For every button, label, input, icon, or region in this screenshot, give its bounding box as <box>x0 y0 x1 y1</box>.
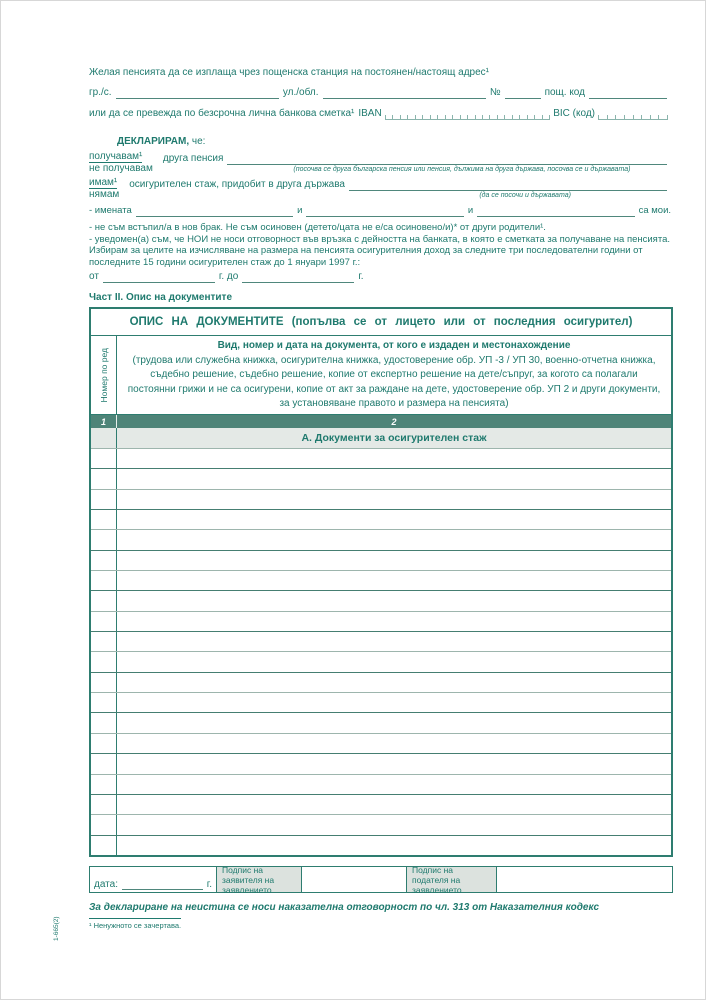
row-number-cell[interactable] <box>91 449 117 468</box>
number-label: № <box>489 87 501 98</box>
table-header-row <box>91 336 671 415</box>
period-end-label: г. <box>358 271 364 282</box>
row-document-cell[interactable] <box>117 490 671 509</box>
table-row <box>91 611 671 631</box>
row-number-cell[interactable] <box>91 490 117 509</box>
comb-cell <box>489 115 496 120</box>
comb-cell <box>542 115 550 120</box>
payment-method-intro: Желая пенсията да се изплаща чрез пощенска станция на постоянен/настоящ адрес¹ <box>89 67 489 78</box>
row-document-cell[interactable] <box>117 652 671 671</box>
bic-field[interactable] <box>598 109 668 120</box>
comb-cell <box>641 115 650 120</box>
row-document-cell[interactable] <box>117 632 671 651</box>
period-row <box>89 271 419 283</box>
row-document-cell[interactable] <box>117 754 671 773</box>
row-document-cell[interactable] <box>117 836 671 855</box>
table-row <box>91 590 671 610</box>
not-receive-option[interactable]: не получавам <box>89 163 153 174</box>
documents-table <box>89 307 673 857</box>
submitter-signature-field[interactable] <box>497 867 672 892</box>
table-row <box>91 835 671 855</box>
row-number-cell[interactable] <box>91 815 117 834</box>
row-number-cell[interactable] <box>91 571 117 590</box>
comb-cell <box>624 115 633 120</box>
row-document-cell[interactable] <box>117 815 671 834</box>
row-number-cell[interactable] <box>91 530 117 549</box>
date-field[interactable] <box>122 879 203 890</box>
row-document-cell[interactable] <box>117 713 671 732</box>
col2-header-detail: (трудова или служебна книжка, осигурителна книжка, удостоверение обр. УП -3 / УП 30, военно-отчетна книжка, съдебно решение, съдебно решение, копие от експертно решение на дете/съпруг, за когото са полагали постоянни грижи и не са осигурени, копие от акт за раждане на дете, удостоверение обр. УП 2 и други документи, за установяване правото и размера на пенсията) <box>127 354 661 409</box>
section-a-row <box>91 428 671 448</box>
receive-option[interactable]: получавам¹ <box>89 151 143 162</box>
foreign-service-caption: (да се посочи и държавата) <box>479 192 571 199</box>
postcode-field[interactable] <box>589 88 667 99</box>
comb-cell <box>497 115 504 120</box>
table-row <box>91 712 671 732</box>
comb-cell <box>527 115 534 120</box>
row-document-cell[interactable] <box>117 673 671 692</box>
other-pension-label: друга пенсия <box>162 153 224 164</box>
address-row <box>89 87 671 99</box>
table-row <box>91 570 671 590</box>
table-row <box>91 550 671 570</box>
table-row <box>91 774 671 794</box>
comb-cell <box>437 115 444 120</box>
col2-header-bold: Вид, номер и дата на документа, от кого е издаден и местонахождение <box>217 340 571 351</box>
row-document-cell[interactable] <box>117 469 671 488</box>
names-and-1: и <box>297 205 303 216</box>
col1-header-label: Номер по ред <box>98 347 109 403</box>
row-document-cell[interactable] <box>117 449 671 468</box>
comb-cell <box>534 115 541 120</box>
comb-cell <box>467 115 474 120</box>
table-row <box>91 753 671 773</box>
income-choice-paragraph: Избирам за целите на изчисляване на размера на пенсията осигурителния доход за следните три последователни години от последните 15 години осигурителен стаж до 1 януари 1997 г.: <box>89 245 643 268</box>
row-document-cell[interactable] <box>117 571 671 590</box>
row-number-cell[interactable] <box>91 673 117 692</box>
row-number-cell[interactable] <box>91 775 117 794</box>
applicant-signature-label: Подпис на заявителя на заявлението <box>217 867 302 892</box>
row-document-cell[interactable] <box>117 612 671 631</box>
row-document-cell[interactable] <box>117 734 671 753</box>
date-suffix: г. <box>206 879 212 890</box>
table-title: ОПИС НА ДОКУМЕНТИТЕ (попълва се от лицето или от последния осигурител) <box>91 309 671 336</box>
comb-cell <box>607 115 616 120</box>
comb-cell <box>650 115 659 120</box>
section-a-numcell <box>91 428 117 448</box>
comb-cell <box>658 115 668 120</box>
comb-cell <box>519 115 526 120</box>
names-row <box>89 205 671 217</box>
comb-cell <box>445 115 452 120</box>
table-row <box>91 489 671 509</box>
names-suffix: са мои. <box>638 205 672 216</box>
other-pension-main <box>163 153 671 174</box>
table-row <box>91 733 671 753</box>
col1-number: 1 <box>91 415 117 428</box>
table-row <box>91 468 671 488</box>
have-service-choice[interactable] <box>89 177 119 200</box>
part2-heading: Част II. Опис на документите <box>89 292 233 303</box>
postcode-label: пощ. код <box>544 87 585 98</box>
document-table-rows <box>91 448 671 855</box>
legal-warning: За деклариране на неистина се носи наказателна отговорност по чл. 313 от Наказателния кодекс <box>89 902 600 913</box>
name-field-2[interactable] <box>306 206 463 217</box>
declaration-heading-bold: ДЕКЛАРИРАМ, <box>117 136 190 147</box>
row-document-cell[interactable] <box>117 530 671 549</box>
period-mid-label: г. до <box>218 271 239 282</box>
other-pension-field-row <box>163 153 671 165</box>
table-row <box>91 814 671 834</box>
number-field[interactable] <box>505 88 541 99</box>
period-from-label: от <box>89 271 99 282</box>
row-document-cell[interactable] <box>117 510 671 529</box>
table-row <box>91 448 671 468</box>
comb-cell <box>512 115 519 120</box>
comb-cell <box>400 115 407 120</box>
city-field[interactable] <box>116 88 279 99</box>
signature-block <box>89 866 673 893</box>
names-and-2: и <box>467 205 474 216</box>
street-field[interactable] <box>323 88 486 99</box>
row-number-cell[interactable] <box>91 612 117 631</box>
row-number-cell[interactable] <box>91 734 117 753</box>
row-number-cell[interactable] <box>91 469 117 488</box>
comb-cell <box>615 115 624 120</box>
period-to-field[interactable] <box>242 272 354 283</box>
city-label: гр./с. <box>89 87 112 98</box>
declaration-heading-rest: че: <box>191 136 206 147</box>
table-row <box>91 692 671 712</box>
table-row <box>91 631 671 651</box>
applicant-signature-field[interactable] <box>302 867 407 892</box>
comb-cell <box>452 115 459 120</box>
bullet-noi: - уведомен(а) съм, че НОИ не носи отговорност във връзка с дейността на банката, в която е сметката за получаване на пенсията. <box>89 233 670 245</box>
col2-number: 2 <box>391 416 397 427</box>
comb-cell <box>598 115 607 120</box>
foreign-service-label: осигурителен стаж, придобит в друга държава <box>129 179 345 190</box>
row-number-cell[interactable] <box>91 652 117 671</box>
row-number-cell[interactable] <box>91 693 117 712</box>
bank-transfer-label: или да се превежда по безсрочна лична банкова сметка¹ <box>89 108 355 119</box>
name-field-3[interactable] <box>477 206 634 217</box>
receive-pension-choice[interactable] <box>89 151 153 174</box>
table-row <box>91 651 671 671</box>
col2-header-cell <box>117 336 671 414</box>
date-label: дата: <box>94 879 118 890</box>
row-number-cell[interactable] <box>91 795 117 814</box>
row-number-cell[interactable] <box>91 836 117 855</box>
form-content <box>1 1 705 930</box>
comb-cell <box>415 115 422 120</box>
comb-cell <box>482 115 489 120</box>
foreign-service-main <box>129 179 671 200</box>
not-have-option[interactable]: нямам <box>89 189 120 200</box>
comb-cell <box>430 115 437 120</box>
table-row <box>91 509 671 529</box>
date-cell <box>90 867 217 892</box>
other-pension-row <box>89 151 671 174</box>
submitter-signature-label: Подпис на подателя на заявлението <box>407 867 497 892</box>
foreign-service-field-row <box>129 179 671 191</box>
table-row <box>91 794 671 814</box>
comb-cell <box>633 115 642 120</box>
table-row <box>91 529 671 549</box>
bic-label: BIC (код) <box>553 108 595 119</box>
row-number-cell[interactable] <box>91 713 117 732</box>
comb-cell <box>392 115 399 120</box>
row-document-cell[interactable] <box>117 775 671 794</box>
footnote-rule <box>89 918 181 919</box>
foreign-service-field[interactable] <box>349 180 667 191</box>
col1-header-cell <box>91 336 117 414</box>
row-number-cell[interactable] <box>91 632 117 651</box>
other-pension-field[interactable] <box>227 154 667 165</box>
comb-cell <box>422 115 429 120</box>
comb-cell <box>385 115 392 120</box>
period-from-field[interactable] <box>103 272 215 283</box>
footnote-text: ¹ Ненужното се зачертава. <box>89 921 182 930</box>
comb-cell <box>460 115 467 120</box>
iban-label: IBAN <box>358 108 382 119</box>
row-number-cell[interactable] <box>91 591 117 610</box>
table-row <box>91 672 671 692</box>
row-document-cell[interactable] <box>117 551 671 570</box>
foreign-service-row <box>89 177 671 200</box>
row-document-cell[interactable] <box>117 693 671 712</box>
row-document-cell[interactable] <box>117 795 671 814</box>
form-code: 1-665(2) <box>53 916 60 941</box>
comb-cell <box>504 115 511 120</box>
declaration-bullets <box>89 222 671 268</box>
iban-field[interactable] <box>385 109 551 120</box>
street-label: ул./обл. <box>282 87 319 98</box>
bank-row <box>89 108 671 120</box>
section-a-title: А. Документи за осигурителен стаж <box>301 432 487 444</box>
row-number-cell[interactable] <box>91 754 117 773</box>
comb-cell <box>475 115 482 120</box>
name-field-1[interactable] <box>136 206 293 217</box>
row-document-cell[interactable] <box>117 591 671 610</box>
declaration-heading <box>117 136 671 148</box>
other-pension-caption: (посочва се друга българска пенсия или пенсия, дължима на друга държава, посочва се и държавата) <box>293 166 631 173</box>
have-option[interactable]: имам¹ <box>89 177 118 188</box>
names-prefix: - имената <box>89 205 132 216</box>
comb-cell <box>407 115 414 120</box>
column-number-band <box>91 415 671 428</box>
row-number-cell[interactable] <box>91 510 117 529</box>
bullet-marriage: - не съм встъпил/а в нов брак. Не съм осиновен (детето/цата не е/са осиновено/и)* от други родители¹. <box>89 222 546 233</box>
row-number-cell[interactable] <box>91 551 117 570</box>
